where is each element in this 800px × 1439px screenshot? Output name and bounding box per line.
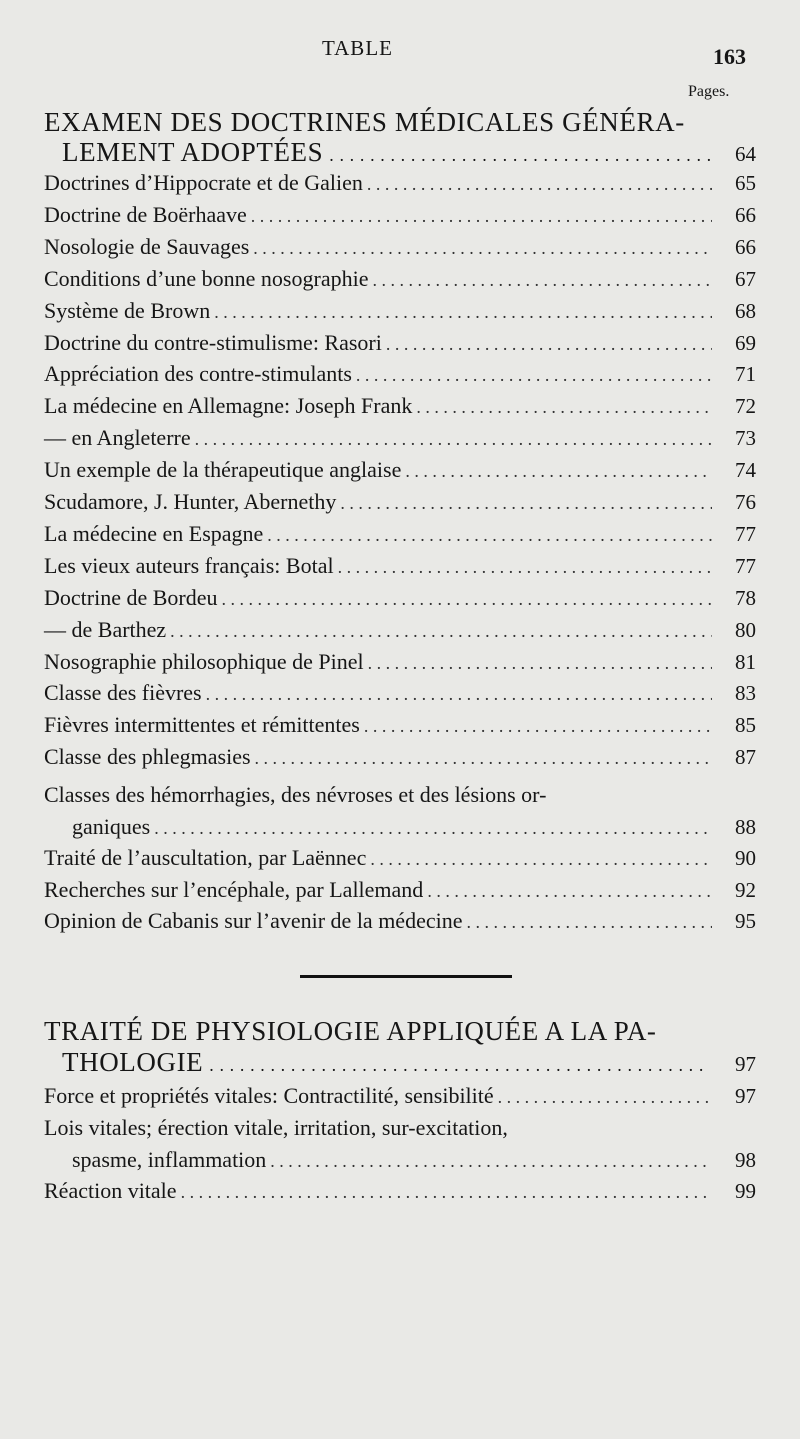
- toc-entry-multiline-line1: Classes des hémorrhagies, des névroses et des lésions or-: [44, 782, 547, 807]
- toc-entry-title: Nosographie philosophique de Pinel: [44, 648, 364, 674]
- leader-dots: [195, 429, 712, 450]
- leader-dots: [405, 461, 712, 482]
- toc-entry-title: Appréciation des contre-stimulants: [44, 361, 352, 387]
- section2-heading-line2: [62, 1047, 756, 1079]
- toc-entry-title: Réaction vitale: [44, 1178, 177, 1203]
- toc-entry: [44, 617, 756, 647]
- toc-entry: [44, 361, 756, 391]
- leader-dots: [329, 145, 710, 166]
- toc-entry: [44, 298, 756, 328]
- toc-entry-page: 68: [735, 298, 756, 323]
- toc-entry: [44, 712, 756, 742]
- leader-dots: [466, 912, 712, 933]
- leader-dots: [206, 684, 712, 705]
- leader-dots: [416, 397, 712, 418]
- toc-entry: [44, 170, 756, 200]
- toc-entry-page: 98: [735, 1148, 756, 1172]
- leader-dots: [368, 653, 712, 674]
- leader-dots: [209, 1055, 710, 1076]
- leader-dots: [267, 525, 712, 546]
- toc-entry: [44, 393, 756, 423]
- toc-entry-title: Doctrines d’Hippocrate et de Galien: [44, 170, 363, 195]
- toc-entry: [44, 744, 756, 774]
- toc-entry-title: Doctrine de Bordeu: [44, 584, 218, 610]
- toc-entry: [44, 330, 756, 360]
- leader-dots: [367, 174, 712, 195]
- toc-entry-title: — de Barthez: [44, 616, 167, 642]
- leader-dots: [364, 716, 712, 737]
- toc-entry-title: Classe des fièvres: [44, 680, 202, 706]
- leader-dots: [222, 589, 713, 610]
- leader-dots: [214, 302, 712, 323]
- toc-entry-title: Doctrine de Boërhaave: [44, 201, 247, 227]
- toc-entry-page: 80: [735, 617, 756, 642]
- toc-entry: [44, 457, 756, 487]
- leader-dots: [255, 748, 712, 769]
- toc-entry-page: 66: [735, 202, 756, 227]
- toc-entry: [44, 1178, 756, 1208]
- toc-entry-title: Classe des phlegmasies: [44, 744, 251, 770]
- toc-entry: [44, 649, 756, 679]
- toc-entry-page: 97: [735, 1084, 756, 1108]
- toc-entry-page: 66: [735, 234, 756, 259]
- toc-entry-title: ganiques: [72, 814, 151, 839]
- leader-dots: [340, 493, 712, 514]
- section1-heading-line2: [62, 137, 756, 169]
- leader-dots: [181, 1182, 712, 1203]
- toc-entry-title: Force et propriétés vitales: Contractilité, sensibilité: [44, 1083, 494, 1108]
- leader-dots: [370, 849, 712, 870]
- toc-entry-multiline-line1: Lois vitales; érection vitale, irritation, sur-excitation,: [44, 1115, 508, 1140]
- running-title: TABLE: [322, 36, 393, 60]
- leader-dots: [427, 881, 712, 902]
- toc-entry-page: 90: [735, 846, 756, 870]
- leader-dots: [253, 238, 712, 259]
- toc-entry-page: 81: [735, 649, 756, 674]
- toc-entry-page: 87: [735, 745, 756, 770]
- toc-entry-title: La médecine en Allemagne: Joseph Frank: [44, 393, 413, 419]
- toc-entry: [44, 908, 756, 938]
- section1-heading-line1: EXAMEN DES DOCTRINES MÉDICALES GÉNÉRA-: [44, 107, 685, 137]
- section2-heading-page: 97: [735, 1052, 756, 1076]
- toc-entry-page: 69: [735, 330, 756, 355]
- leader-dots: [170, 621, 712, 642]
- toc-entry: [44, 585, 756, 615]
- toc-entry: [44, 877, 756, 907]
- toc-entry-title: Scudamore, J. Hunter, Abernethy: [44, 489, 337, 514]
- toc-entry-title: — en Angleterre: [44, 425, 191, 451]
- toc-entry: [44, 234, 756, 264]
- toc-entry-title: Traité de l’auscultation, par Laënnec: [44, 845, 367, 870]
- toc-entry-page: 72: [735, 394, 756, 419]
- section1-heading-text: LEMENT ADOPTÉES: [62, 137, 324, 167]
- toc-entry-title: spasme, inflammation: [72, 1147, 267, 1172]
- toc-entry-page: 83: [735, 681, 756, 706]
- section1-heading-page: 64: [735, 142, 756, 166]
- toc-entry-page: 67: [735, 266, 756, 291]
- toc-entry-page: 77: [735, 553, 756, 578]
- toc-entry-page: 99: [735, 1179, 756, 1203]
- toc-entry: [44, 845, 756, 875]
- toc-entry-page: 77: [735, 521, 756, 546]
- toc-entry-page: 74: [735, 458, 756, 483]
- section-divider-rule: [300, 975, 512, 978]
- toc-entry-page: 88: [735, 815, 756, 839]
- section2-heading-line1: TRAITÉ DE PHYSIOLOGIE APPLIQUÉE A LA PA-: [44, 1016, 657, 1046]
- toc-entry-page: 92: [735, 877, 756, 902]
- toc-entry-title: Doctrine du contre-stimulisme: Rasori: [44, 329, 382, 355]
- leader-dots: [386, 334, 712, 355]
- toc-entry-title: Opinion de Cabanis sur l’avenir de la médecine: [44, 908, 463, 933]
- toc-entry-title: Fièvres intermittentes et rémittentes: [44, 712, 360, 738]
- toc-entry: [44, 489, 756, 519]
- toc-entry: [44, 521, 756, 551]
- toc-entry: [44, 266, 756, 296]
- toc-entry-page: 85: [735, 713, 756, 738]
- toc-entry-page: 78: [735, 585, 756, 610]
- toc-entry-title: Un exemple de la thérapeutique anglaise: [44, 457, 402, 483]
- section2-heading-text: THOLOGIE: [62, 1047, 204, 1077]
- toc-entry-page: 73: [735, 426, 756, 451]
- toc-entry: [44, 425, 756, 455]
- toc-entry-title: Conditions d’une bonne nosographie: [44, 265, 369, 291]
- leader-dots: [498, 1087, 712, 1108]
- toc-entry-page: 76: [735, 490, 756, 514]
- toc-entry-multiline-line2: [72, 814, 756, 844]
- leader-dots: [270, 1151, 712, 1172]
- toc-entry-page: 71: [735, 362, 756, 387]
- toc-entry: [44, 680, 756, 710]
- toc-entry-page: 65: [735, 171, 756, 195]
- leader-dots: [251, 206, 712, 227]
- pages-column-label: Pages.: [688, 83, 730, 100]
- toc-entry: [44, 202, 756, 232]
- toc-entry-title: Nosologie de Sauvages: [44, 233, 250, 259]
- leader-dots: [356, 365, 712, 386]
- toc-entry-title: Recherches sur l’encéphale, par Lallemand: [44, 876, 424, 902]
- leader-dots: [372, 270, 712, 291]
- leader-dots: [338, 557, 712, 578]
- toc-entry-multiline-line2: [72, 1147, 756, 1177]
- toc-entry-title: La médecine en Espagne: [44, 520, 264, 546]
- toc-entry-title: Les vieux auteurs français: Botal: [44, 552, 334, 578]
- toc-entry-page: 95: [735, 909, 756, 933]
- toc-entry-title: Système de Brown: [44, 297, 211, 323]
- leader-dots: [154, 818, 712, 839]
- toc-entry: [44, 553, 756, 583]
- page-number: 163: [713, 44, 746, 69]
- toc-entry: [44, 1083, 756, 1113]
